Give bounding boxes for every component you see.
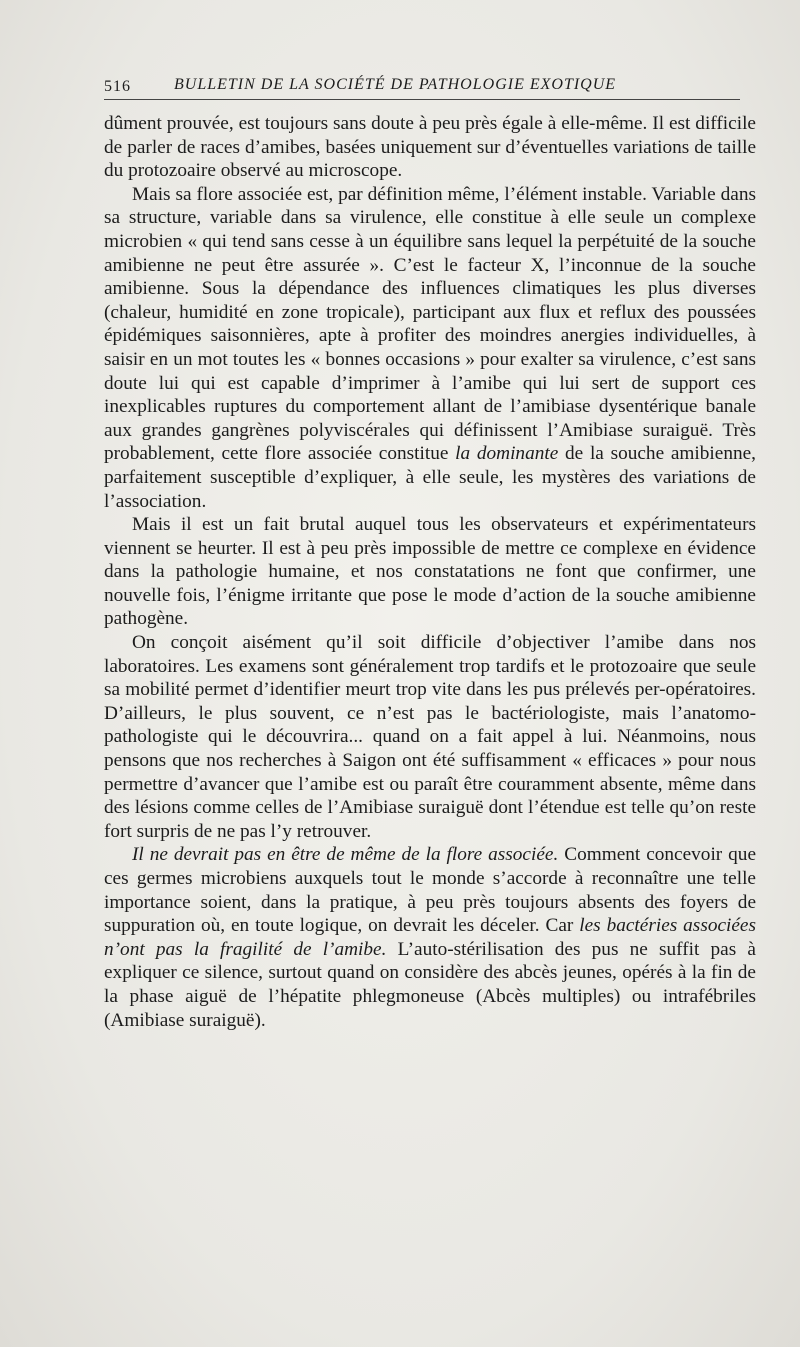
text-run: de la souche amibienne, parfaitement susceptible d’expliquer, à elle seule, les mystères des variations de l’association. [104, 443, 756, 512]
paragraph [104, 183, 756, 513]
text-run: dûment prouvée, est toujours sans doute à peu près égale à elle-même. Il est difficile de parler de races d’amibes, basées uniquement sur d’éventuelles variations de taille du protozoaire observé au microscope. [104, 113, 756, 182]
italic-text: Il ne devrait pas en être de même de la flore associée. [132, 844, 559, 866]
header-rule [104, 99, 740, 100]
text-run: Mais sa flore associée est, par définition même, l’élément instable. Variable dans sa structure, variable dans sa virulence, elle constitue à elle seule un complexe microbien « qui tend sans cesse à un équilibre sans lequel la perpétuité de la souche amibienne ne peut être assurée ». C’est le facteur X, l’inconnue de la souche amibienne. Sous la dépendance des influences climatiques les plus diverses (chaleur, humidité en zone tropicale), participant aux flux et reflux des poussées épidémiques saisonnières, apte à profiter des moindres anergies individuelles, à saisir en un mot toutes les « bonnes occasions » pour exalter sa virulence, c’est sans doute lui qui est capable d’imprimer à l’amibe qui lui sert de support ces inexplicables ruptures du comportement allant de l’amibiase dysentérique banale aux grandes gangrènes polyviscérales qui définissent l’Amibiase suraiguë. Très probablement, cette flore associée constitue [104, 183, 756, 465]
paragraph [104, 843, 756, 1032]
text-run: Comment concevoir que ces germes microbiens auxquels tout le monde s’accorde à reconnaître une telle importance soient, dans la pratique, à peu près toujours absents des foyers de suppuration où, en toute logique, on devrait les déceler. Car [104, 844, 756, 937]
text-run: On conçoit aisément qu’il soit difficile d’objectiver l’amibe dans nos laboratoires. Les examens sont généralement trop tardifs et le protozoaire que seule sa mobilité permet d’identifier meurt trop vite dans les pus prélevés per-opératoires. D’ailleurs, le plus souvent, ce n’est pas le bactériologiste, mais l’anatomo-pathologiste qui le découvrira... quand on a fait appel à lui. Néanmoins, nous pensons que nos recherches à Saigon ont été suffisamment « efficaces » pour nous permettre d’avancer que l’amibe est ou paraît être couramment absente, même dans des lésions comme celles de l’Amibiase suraiguë dont l’étendue est telle qu’on reste fort surpris de ne pas l’y retrouver. [104, 632, 756, 842]
text-run: L’auto-stérilisation des pus ne suffit pas à expliquer ce silence, surtout quand on considère des abcès jeunes, opérés à la fin de la phase aiguë de l’hépatite phlegmoneuse (Abcès multiples) ou intrafébriles (Amibiase suraiguë). [104, 938, 756, 1031]
italic-text: les bactéries associées n’ont pas la fragilité de l’amibe. [104, 915, 756, 960]
paragraph [104, 112, 756, 183]
paragraph [104, 631, 756, 843]
article-body [104, 112, 756, 1032]
italic-text: la dominante [455, 443, 559, 465]
paragraph [104, 513, 756, 631]
page-number: 516 [104, 78, 131, 95]
text-run: Mais il est un fait brutal auquel tous les observateurs et expérimentateurs viennent se heurter. Il est à peu près impossible de mettre ce complexe en évidence dans la pathologie humaine, et nos constatations ne font que confirmer, une nouvelle fois, l’énigme irritante que pose le mode d’action de la souche amibienne pathogène. [104, 514, 756, 630]
journal-title: BULLETIN DE LA SOCIÉTÉ DE PATHOLOGIE EXOTIQUE [174, 76, 617, 93]
